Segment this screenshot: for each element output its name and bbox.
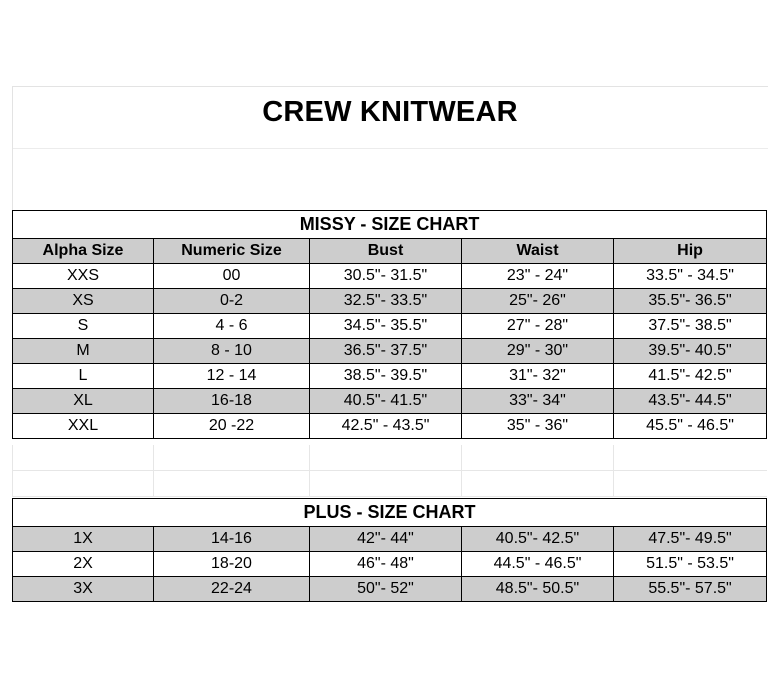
cell-numeric: 18-20 [154, 552, 310, 577]
cell-bust: 42.5" - 43.5" [310, 414, 462, 439]
cell-alpha: XL [13, 389, 154, 414]
cell-waist: 25"- 26" [462, 289, 614, 314]
cell-bust: 34.5"- 35.5" [310, 314, 462, 339]
cell-alpha: XS [13, 289, 154, 314]
cell-waist: 35" - 36" [462, 414, 614, 439]
cell-numeric: 12 - 14 [154, 364, 310, 389]
cell-numeric: 20 -22 [154, 414, 310, 439]
cell-hip: 37.5"- 38.5" [614, 314, 767, 339]
cell-numeric: 4 - 6 [154, 314, 310, 339]
cell-numeric: 00 [154, 264, 310, 289]
cell-hip: 43.5"- 44.5" [614, 389, 767, 414]
cell-numeric: 22-24 [154, 577, 310, 602]
cell-hip: 33.5" - 34.5" [614, 264, 767, 289]
table-row [13, 414, 767, 439]
table-header-row [13, 239, 767, 264]
cell-alpha: 3X [13, 577, 154, 602]
cell-alpha: XXL [13, 414, 154, 439]
plus-size-table [12, 498, 767, 602]
cell-waist: 27" - 28" [462, 314, 614, 339]
empty-grid-rows [12, 445, 767, 497]
table-row [13, 339, 767, 364]
table-row [13, 389, 767, 414]
cell-alpha: M [13, 339, 154, 364]
cell-hip: 35.5"- 36.5" [614, 289, 767, 314]
header-hip: Hip [614, 239, 767, 264]
table-row [13, 527, 767, 552]
table-row [13, 552, 767, 577]
table-row [13, 314, 767, 339]
cell-waist: 40.5"- 42.5" [462, 527, 614, 552]
cell-waist: 48.5"- 50.5" [462, 577, 614, 602]
cell-waist: 29" - 30" [462, 339, 614, 364]
cell-bust: 38.5"- 39.5" [310, 364, 462, 389]
cell-alpha: 2X [13, 552, 154, 577]
cell-waist: 33"- 34" [462, 389, 614, 414]
cell-bust: 40.5"- 41.5" [310, 389, 462, 414]
cell-bust: 42"- 44" [310, 527, 462, 552]
cell-bust: 50"- 52" [310, 577, 462, 602]
cell-bust: 36.5"- 37.5" [310, 339, 462, 364]
table-row [13, 289, 767, 314]
table-row [13, 577, 767, 602]
cell-hip: 39.5"- 40.5" [614, 339, 767, 364]
cell-alpha: XXS [13, 264, 154, 289]
cell-hip: 41.5"- 42.5" [614, 364, 767, 389]
grid-line [13, 148, 768, 149]
header-alpha-size: Alpha Size [13, 239, 154, 264]
plus-section-title: PLUS - SIZE CHART [13, 499, 767, 527]
cell-numeric: 16-18 [154, 389, 310, 414]
missy-size-table [12, 210, 767, 439]
cell-alpha: 1X [13, 527, 154, 552]
header-waist: Waist [462, 239, 614, 264]
cell-numeric: 8 - 10 [154, 339, 310, 364]
cell-waist: 44.5" - 46.5" [462, 552, 614, 577]
table-row [13, 364, 767, 389]
cell-waist: 23" - 24" [462, 264, 614, 289]
cell-numeric: 0-2 [154, 289, 310, 314]
table-row [13, 264, 767, 289]
cell-hip: 55.5"- 57.5" [614, 577, 767, 602]
cell-numeric: 14-16 [154, 527, 310, 552]
cell-bust: 30.5"- 31.5" [310, 264, 462, 289]
header-numeric-size: Numeric Size [154, 239, 310, 264]
cell-waist: 31"- 32" [462, 364, 614, 389]
cell-bust: 46"- 48" [310, 552, 462, 577]
cell-alpha: L [13, 364, 154, 389]
cell-hip: 45.5" - 46.5" [614, 414, 767, 439]
cell-hip: 47.5"- 49.5" [614, 527, 767, 552]
cell-alpha: S [13, 314, 154, 339]
page-title: CREW KNITWEAR [262, 96, 518, 128]
missy-section-title: MISSY - SIZE CHART [13, 211, 767, 239]
cell-bust: 32.5"- 33.5" [310, 289, 462, 314]
header-bust: Bust [310, 239, 462, 264]
cell-hip: 51.5" - 53.5" [614, 552, 767, 577]
